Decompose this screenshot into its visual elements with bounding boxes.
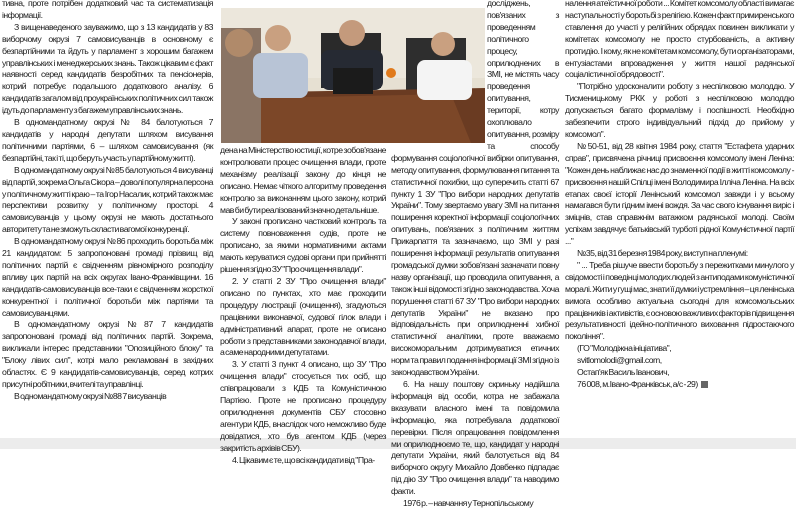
paragraph: 1976 р. – навчання у Тернопільському bbox=[403, 498, 534, 509]
paragraph: дена на Міністерство юстиції, котре зобов'язане контролювати процес очищення влади, проте механізму реалізації закону до кінця не описано. Немає чіткого алгоритму проведення контролю за виконанням цього закону, котрий мав би бути реалізований значно детальніше. bbox=[220, 145, 386, 215]
signature-address: 76 008, м.Івано-Франківськ, а/с - 29) bbox=[577, 379, 698, 389]
paragraph: №50-51, від 28 квітня 1984 року, стаття "Естафета ударних справ", присвячена річниці присвоєння комсомолу імені Леніна: "Кожен день наближає нас до знаменної події в житті комсомолу - присвоєння нашій Спілці імені Володимира Ілліча Леніна. На всіх етапах своєї історії Ленінський комсомол завжди і у всьому намагався бути гідним імені вождя. За час свого існування виріс і зміцнів, став справжнім ватажком радянської молоді. Своїм успіхам завдячує батьківській турботі рідної Комуністичної партії ..." bbox=[565, 140, 794, 247]
paragraph: В одномандатному окрузі № 84 балотуються 7 кандидатів у народні депутати шляхом висування політичними партіями, 6 – шляхом самовисування (як безпартійні, так і ті, що беруть участь у партійному житті). bbox=[2, 117, 213, 163]
paragraph: тивна, проте потрібен додатковий час та систематизація інформації. bbox=[2, 0, 213, 20]
paragraph: " ... Треба рішуче ввести боротьбу з пережитками минулого у свідомості і поведінці молодих людей з антиподами комуністичної моралі. Жити у гущі мас, знати її думки і устремління – ця ленінська вимога особливо актуальна сьогодні для комсомольських працівників і активістів, є основою важливих факторів підвищення результативності ідейно-політичного виховання підростаючого покоління". bbox=[565, 259, 794, 342]
photo-wrap-spacer bbox=[391, 0, 487, 145]
paragraph: 2. У статті 2 ЗУ "Про очищення влади" описано по пунктах, хто має проходити процедуру люстрації (очищення), згадуються працівники виконавчої, судової гілок влади і адміністративний апарат, проте не описано роботи з представниками законодавчої влади, а саме народними депутатами. bbox=[220, 275, 386, 358]
signature-email: svitlomolodi@gmail.com, bbox=[577, 355, 662, 366]
signature-org: (ГО "Молодіжна ініціатива", bbox=[577, 343, 672, 354]
paragraph: 6. На нашу поштову скриньку надійшла інформація від особи, котра не забажала вказувати власного імені та повідомила інформацію, яка потребувала додаткової перевірки. Після опрацювання повідомлення ми оприлюднюємо те, що, кандидат у народні депутати України, який балотується від 84 виборчого округу Михайло Довбенко підпадає під дію ЗУ "Про очищення влади" та наводимо факти. bbox=[391, 379, 559, 497]
signature-address-line bbox=[565, 379, 794, 391]
paragraph: В одномандатному окрузі №87 7 кандидатів запропоновані громаді від політичних партій. Зокрема, викликали інтерес представники "Опозиційного блоку" та "Блоку лівих сил", котрі мало рекламовані в західних областях. Є 9 кандидатів-самовисуванців, серед котрих присутні робітники, вчителі та управлінці. bbox=[2, 319, 213, 389]
article-column-1 bbox=[2, 0, 213, 403]
paragraph: "Потрібно удосконалити роботу з неспілковою молоддю. У Тисменицькому РКК у роботі з неспілковою молоддю допускається багато формалізму і поспішності. Необхідно забезпечити строго індивідуальний підхід до прийому у комсомол". bbox=[565, 81, 794, 139]
paragraph: досліджень, пов'язаних з проведенням політичного процесу, оприлюднених в ЗМІ, не містять часу проведення опитування, території, котру охоплювало опитування, розміру та способу формування соціологічної вибірки опитування, методу опитування, формулювання питання та статистичної похибки, що суперечить статті 67 пункту 1 ЗУ "Про вибори народних депутатів України". Тому звертаємо увагу ЗМІ на питання поширення коректної інформації соціологічних опитувань, пов'язаних з політичним життям Прикарпаття та зазначаємо, що ЗМІ у разі поширення інформації результатів опитування громадської думки зобов'язані зазначати повну назву організації, що проводила опитування, а також інші відомості згідно законодавства. Хоча порушення статті 67 ЗУ "Про вибори народних депутатів України" не вказано про відповідальність при оприлюдненні хибної статистичної аналітики, проте вважаємо високоморальним дотримуватися етичних норм та правил подання інформації ЗМІ згідно із законодавством України. bbox=[391, 0, 559, 378]
paragraph: В одномандатному окрузі №85 балотуються 4 висуванці від партій, зокрема Ольга Сікора – доволі популярна персона у політичному житті краю – та Ігор Насалик, котрий також має перспективи розвитку у політичному просторі. 4 самовисуванців у цьому окрузі не мають достатнього авторитету та не зможуть скласти вагомої конкуренції. bbox=[2, 164, 213, 235]
paragraph: №35, від 31 березня 1984 року, виступ на пленумі: bbox=[577, 248, 748, 259]
end-of-article-icon bbox=[701, 381, 708, 388]
paragraph: В одномандатному окрузі №88 7 висуванців bbox=[14, 390, 167, 401]
article-column-2 bbox=[220, 145, 386, 466]
paragraph: 3. У статті 3 пункт 4 описано, що ЗУ "Про очищення влади" стосується тих осіб, що співпрацювали з КДБ та Комуністичною Партією. Проте не прописано процедуру оприлюднення документів СБУ стосовно агентури КДБ, внаслідок чого неможливо буде довідатися, хто був агентом КДБ (через закритість архівів СБУ). bbox=[220, 359, 386, 453]
signature-author: Остап'як Василь Іванович, bbox=[577, 367, 670, 378]
paragraph: З вищенаведеного зауважимо, що з 13 кандидатів у 83 виборчому окрузі 7 самовисуванців в основному є безпартійними та йдуть у парламент з хорошим багажем управлінських і менеджерських знань. Також цікавим є факт наявності серед кандидатів безробітних та пенсіонерів, котрий потребує подальшого додаткового аналізу. 6 кандидатів загалом від проукраїнських політичних сил також ідуть до парламенту з багажем управлінських знань. bbox=[2, 21, 213, 116]
article-column-4 bbox=[565, 0, 794, 391]
article-column-3 bbox=[391, 0, 559, 510]
paragraph: налення атеїстичної роботи ... Комітет комсомолу області вимагає наступальності у боротьбі з релігією. Кожен факт примиренського ставлення до участі у релігійних обрядах повинен викликати у комітетах комсомолу не просто стурбованість, а активну протидію. І кому, як не комітетам комсомолу, бути організаторами, ентузіастами впровадження у життя нашої радянської соціалістичної обрядовості". bbox=[565, 0, 794, 80]
paragraph: 4. Цікавим є те, що всі кандидати від "Пра- bbox=[232, 454, 375, 465]
paragraph: В одномандатному окрузі №86 проходить боротьба між 21 кандидатом: 5 запропоновані громаді прізвищ від політичних партій є свідченням рівномірного розподілу впливу цих партій на всіх округах Івано-Франківщини. 16 кандидатів-самовисуванців все-таки є свідченням жорсткої конкурентної і політичної боротьби між партіями та самовисуванцями. bbox=[2, 236, 213, 318]
paragraph: У законі прописано частковий контроль та систему повноваження судів, проте не прописано, за якими нормативними актами мають керуватися судові органи при прийнятті рішення згідно ЗУ "Про очищення влади". bbox=[220, 216, 386, 275]
